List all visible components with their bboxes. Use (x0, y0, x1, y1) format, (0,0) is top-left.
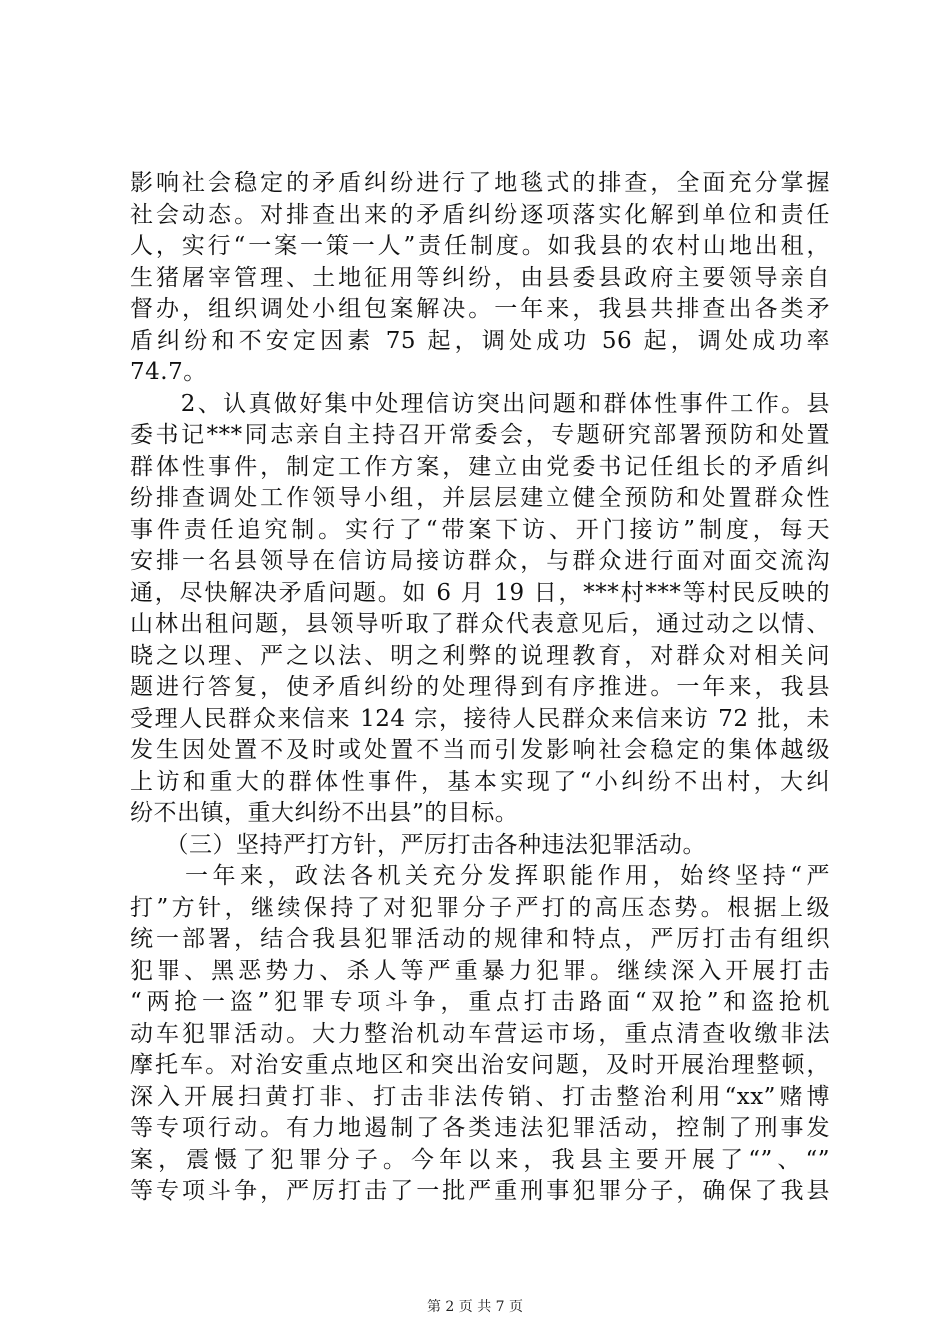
text-line: 案，震慑了犯罪分子。今年以来，我县主要开展了“”、“” (130, 1146, 830, 1173)
text-line: 社会动态。对排查出来的矛盾纠纷逐项落实化解到单位和责任 (130, 201, 830, 228)
text-line: 晓之以理、严之以法、明之利弊的说理教育，对群众对相关问 (130, 642, 830, 669)
text-line: 通，尽快解决矛盾问题。如 6 月 19 日，***村***等村民反映的 (130, 579, 830, 606)
text-line: 上访和重大的群体性事件，基本实现了“小纠纷不出村，大纠 (130, 768, 830, 795)
text-line: 发生因处置不及时或处置不当而引发影响社会稳定的集体越级 (130, 737, 830, 763)
text-line: 题进行答复，使矛盾纠纷的处理得到有序推进。一年来，我县 (130, 674, 830, 700)
text-line: 人，实行“一案一策一人”责任制度。如我县的农村山地出租， (130, 233, 830, 259)
text-line: 委书记***同志亲自主持召开常委会，专题研究部署预防和处置 (130, 422, 830, 448)
text-line: 生猪屠宰管理、土地征用等纠纷，由县委县政府主要领导亲自 (130, 264, 830, 291)
text-line: 群体性事件，制定工作方案，建立由党委书记任组长的矛盾纠 (130, 453, 830, 480)
text-line: 等专项行动。有力地遏制了各类违法犯罪活动，控制了刑事发 (130, 1115, 830, 1141)
text-line: 打”方针，继续保持了对犯罪分子严打的高压态势。根据上级 (130, 894, 830, 921)
text-line: 74.7。 (130, 359, 207, 385)
page-footer: 第 2 页 共 7 页 (426, 1299, 524, 1315)
text-line: 纷排查调处工作领导小组，并层层建立健全预防和处置群众性 (130, 485, 830, 511)
text-line: 安排一名县领导在信访局接访群众，与群众进行面对面交流沟 (130, 548, 830, 574)
text-line: 督办，组织调处小组包案解决。一年来，我县共排查出各类矛 (130, 296, 830, 322)
text-line: 影响社会稳定的矛盾纠纷进行了地毯式的排查，全面充分掌握 (130, 170, 830, 196)
text-line: “两抢一盗”犯罪专项斗争，重点打击路面“双抢”和盗抢机 (130, 989, 830, 1015)
text-line: 动车犯罪活动。大力整治机动车营运市场，重点清查收缴非法 (130, 1020, 830, 1047)
text-line: 等专项斗争，严厉打击了一批严重刑事犯罪分子，确保了我县 (130, 1178, 830, 1204)
text-line: 盾纠纷和不安定因素 75 起，调处成功 56 起，调处成功率 (130, 327, 830, 354)
text-line: 统一部署，结合我县犯罪活动的规律和特点，严厉打击有组织 (130, 926, 830, 952)
text-line: 山林出租问题，县领导听取了群众代表意见后，通过动之以情、 (130, 611, 830, 637)
text-line: 犯罪、黑恶势力、杀人等严重暴力犯罪。继续深入开展打击 (130, 957, 830, 984)
text-line: 深入开展扫黄打非、打击非法传销、打击整治利用“xx”赌博 (130, 1083, 830, 1110)
text-line: 摩托车。对治安重点地区和突出治安问题，及时开展治理整顿， (130, 1052, 830, 1078)
text-line: （三）坚持严打方针，严厉打击各种违法犯罪活动。 (130, 831, 706, 858)
text-line: 纷不出镇，重大纠纷不出县”的目标。 (130, 800, 519, 826)
text-line: 一年来，政法各机关充分发挥职能作用，始终坚持“严 (130, 863, 830, 889)
text-line: 受理人民群众来信来 124 宗，接待人民群众来信来访 72 批，未 (130, 705, 830, 732)
text-line: 2、认真做好集中处理信访突出问题和群体性事件工作。县 (130, 390, 830, 417)
text-line: 事件责任追究制。实行了“带案下访、开门接访”制度，每天 (130, 516, 830, 543)
body-text (130, 168, 830, 1208)
